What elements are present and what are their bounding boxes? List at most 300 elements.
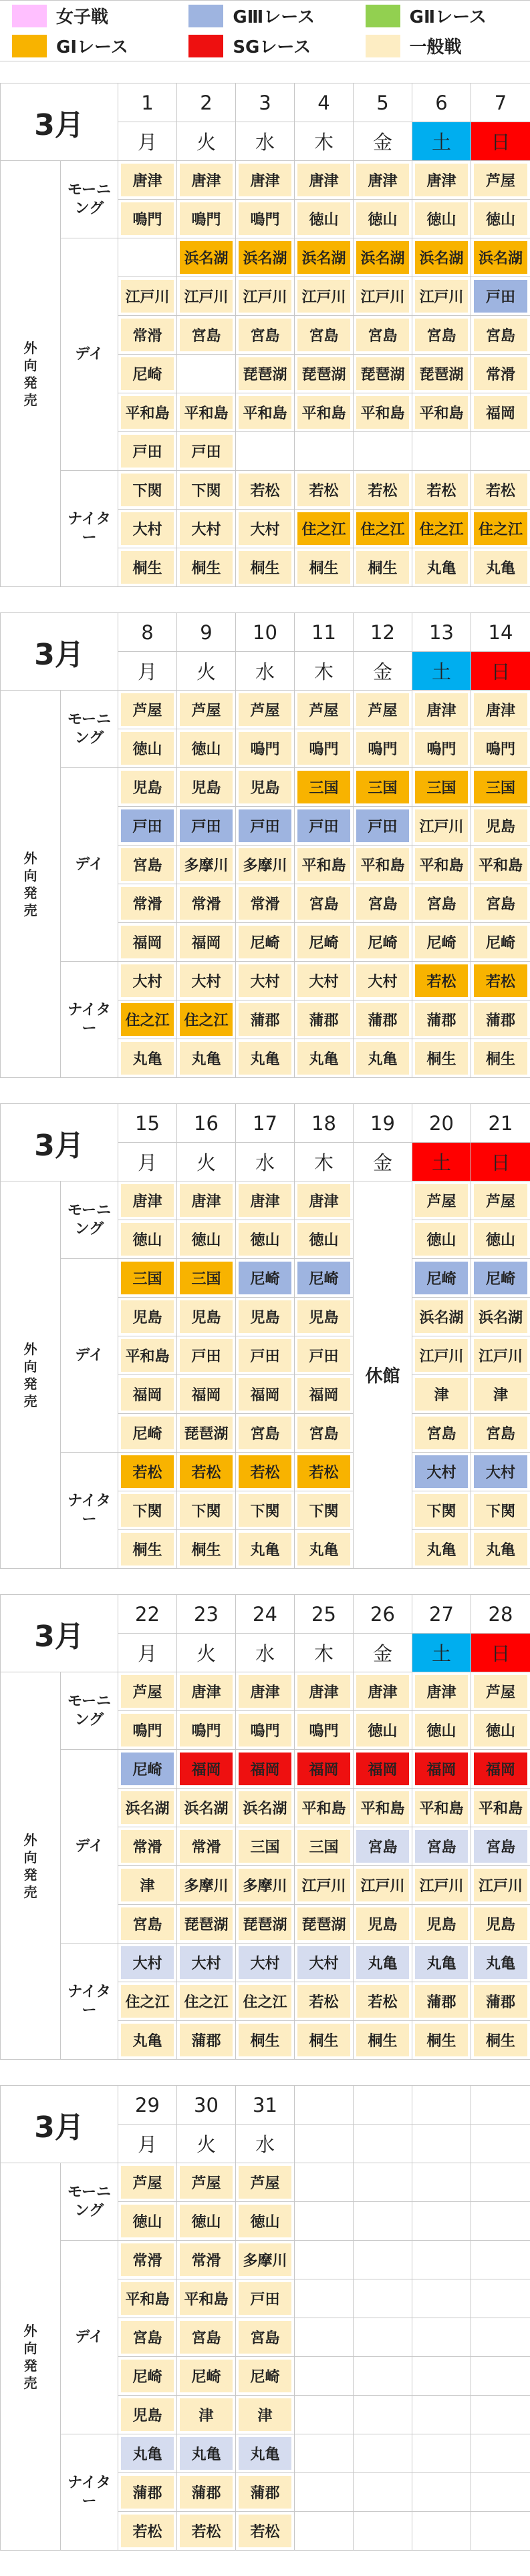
race-venue[interactable]: 常滑	[118, 316, 176, 354]
race-venue[interactable]: 常滑	[118, 884, 176, 922]
race-venue[interactable]: 桐生	[412, 2021, 471, 2059]
race-venue[interactable]: 徳山	[177, 2202, 235, 2240]
race-venue[interactable]: 琵琶湖	[236, 355, 294, 393]
race-venue[interactable]: 平和島	[118, 2279, 176, 2318]
race-venue[interactable]: 芦屋	[471, 1181, 530, 1220]
race-venue[interactable]: 蒲郡	[471, 1000, 530, 1039]
race-venue[interactable]: 住之江	[118, 1982, 176, 2020]
race-venue[interactable]: 福岡	[236, 1750, 294, 1788]
race-venue[interactable]: 丸亀	[471, 548, 530, 586]
race-venue[interactable]: 鳴門	[177, 1711, 235, 1749]
race-venue[interactable]: 琵琶湖	[354, 355, 412, 393]
race-venue[interactable]: 鳴門	[412, 729, 471, 767]
race-venue[interactable]: 丸亀	[295, 1039, 353, 1077]
race-venue[interactable]: 常滑	[236, 884, 294, 922]
race-venue[interactable]: 下関	[118, 471, 176, 509]
race-venue[interactable]: 鳴門	[236, 729, 294, 767]
race-venue[interactable]: 大村	[236, 1944, 294, 1982]
race-venue[interactable]: 住之江	[295, 510, 353, 548]
race-venue[interactable]: 桐生	[118, 1530, 176, 1568]
race-venue[interactable]: 平和島	[118, 1336, 176, 1374]
race-venue[interactable]: 福岡	[118, 1375, 176, 1413]
race-venue[interactable]: 平和島	[177, 2279, 235, 2318]
race-venue[interactable]: 大村	[295, 1944, 353, 1982]
race-venue[interactable]: 宮島	[236, 2318, 294, 2356]
race-venue[interactable]: 鳴門	[177, 200, 235, 238]
race-venue[interactable]: 芦屋	[354, 691, 412, 729]
race-venue[interactable]: 尼崎	[118, 1414, 176, 1452]
race-venue[interactable]: 江戸川	[412, 277, 471, 315]
race-venue[interactable]: 下関	[471, 1491, 530, 1529]
race-venue[interactable]: 平和島	[354, 846, 412, 884]
race-venue[interactable]: 丸亀	[118, 2434, 176, 2472]
race-venue[interactable]: 鳴門	[471, 729, 530, 767]
race-venue[interactable]: 浜名湖	[412, 238, 471, 277]
race-venue[interactable]: 若松	[236, 1453, 294, 1491]
race-venue[interactable]: 常滑	[177, 2241, 235, 2279]
race-venue[interactable]: 蒲郡	[295, 1000, 353, 1039]
race-venue[interactable]: 尼崎	[471, 923, 530, 961]
race-venue[interactable]: 桐生	[295, 2021, 353, 2059]
race-venue[interactable]: 大村	[177, 1944, 235, 1982]
race-venue[interactable]: 丸亀	[236, 2434, 294, 2472]
race-venue[interactable]: 桐生	[236, 548, 294, 586]
race-venue[interactable]: 江戸川	[177, 277, 235, 315]
race-venue[interactable]: 尼崎	[236, 923, 294, 961]
race-venue[interactable]: 唐津	[118, 1181, 176, 1220]
race-venue[interactable]: 宮島	[177, 2318, 235, 2356]
race-venue[interactable]: 若松	[118, 1453, 176, 1491]
race-venue[interactable]: 福岡	[354, 1750, 412, 1788]
race-venue[interactable]: 桐生	[295, 548, 353, 586]
race-venue[interactable]: 福岡	[177, 1750, 235, 1788]
race-venue[interactable]: 蒲郡	[236, 1000, 294, 1039]
race-venue[interactable]: 戸田	[236, 1336, 294, 1374]
race-venue[interactable]: 常滑	[177, 884, 235, 922]
race-venue[interactable]: 鳴門	[118, 200, 176, 238]
race-venue[interactable]: 児島	[471, 807, 530, 845]
race-venue[interactable]: 徳山	[295, 1220, 353, 1258]
race-venue[interactable]: 唐津	[236, 1181, 294, 1220]
race-venue[interactable]: 鳴門	[118, 1711, 176, 1749]
race-venue[interactable]: 蒲郡	[118, 2473, 176, 2511]
race-venue[interactable]: 児島	[354, 1905, 412, 1943]
race-venue[interactable]: 平和島	[354, 393, 412, 431]
race-venue[interactable]: 徳山	[295, 200, 353, 238]
race-venue[interactable]: 宮島	[118, 2318, 176, 2356]
race-venue[interactable]: 浜名湖	[471, 238, 530, 277]
race-venue[interactable]: 丸亀	[118, 1039, 176, 1077]
race-venue[interactable]: 常滑	[471, 355, 530, 393]
race-venue[interactable]: 宮島	[471, 1827, 530, 1865]
race-venue[interactable]: 戸田	[177, 807, 235, 845]
race-venue[interactable]: 丸亀	[177, 1039, 235, 1077]
race-venue[interactable]: 三国	[471, 768, 530, 806]
race-venue[interactable]: 鳴門	[354, 729, 412, 767]
race-venue[interactable]: 大村	[118, 962, 176, 1000]
race-venue[interactable]: 桐生	[236, 2021, 294, 2059]
race-venue[interactable]: 桐生	[354, 548, 412, 586]
race-venue[interactable]: 桐生	[118, 548, 176, 586]
race-venue[interactable]: 桐生	[177, 1530, 235, 1568]
race-venue[interactable]: 三国	[354, 768, 412, 806]
race-venue[interactable]: 浜名湖	[118, 1789, 176, 1827]
race-venue[interactable]: 平和島	[471, 1789, 530, 1827]
race-venue[interactable]: 大村	[412, 1453, 471, 1491]
race-venue[interactable]: 尼崎	[412, 1259, 471, 1297]
race-venue[interactable]: 福岡	[471, 393, 530, 431]
race-venue[interactable]: 唐津	[295, 161, 353, 199]
race-venue[interactable]: 児島	[118, 768, 176, 806]
race-venue[interactable]: 丸亀	[412, 548, 471, 586]
race-venue[interactable]: 宮島	[471, 316, 530, 354]
race-venue[interactable]: 徳山	[177, 1220, 235, 1258]
race-venue[interactable]: 戸田	[177, 1336, 235, 1374]
race-venue[interactable]: 桐生	[177, 548, 235, 586]
race-venue[interactable]: 戸田	[118, 432, 176, 470]
race-venue[interactable]: 若松	[295, 1453, 353, 1491]
race-venue[interactable]: 丸亀	[177, 2434, 235, 2472]
race-venue[interactable]: 若松	[471, 962, 530, 1000]
race-venue[interactable]: 三国	[412, 768, 471, 806]
race-venue[interactable]: 徳山	[177, 729, 235, 767]
race-venue[interactable]: 住之江	[236, 1982, 294, 2020]
race-venue[interactable]: 大村	[295, 962, 353, 1000]
race-venue[interactable]: 津	[177, 2396, 235, 2434]
race-venue[interactable]: 若松	[177, 2512, 235, 2550]
race-venue[interactable]: 宮島	[471, 1414, 530, 1452]
race-venue[interactable]: 若松	[295, 1982, 353, 2020]
race-venue[interactable]: 浜名湖	[177, 238, 235, 277]
race-venue[interactable]: 福岡	[177, 1375, 235, 1413]
race-venue[interactable]: 芦屋	[236, 691, 294, 729]
race-venue[interactable]: 下関	[177, 1491, 235, 1529]
race-venue[interactable]: 江戸川	[295, 277, 353, 315]
race-venue[interactable]: 住之江	[177, 1000, 235, 1039]
race-venue[interactable]: 蒲郡	[177, 2021, 235, 2059]
race-venue[interactable]: 若松	[471, 471, 530, 509]
race-venue[interactable]: 宮島	[177, 316, 235, 354]
race-venue[interactable]: 平和島	[295, 846, 353, 884]
race-venue[interactable]: 尼崎	[118, 355, 176, 393]
race-venue[interactable]: 児島	[118, 1298, 176, 1336]
race-venue[interactable]: 琵琶湖	[295, 355, 353, 393]
race-venue[interactable]: 多摩川	[177, 1866, 235, 1904]
race-venue[interactable]: 多摩川	[177, 846, 235, 884]
race-venue[interactable]: 尼崎	[412, 923, 471, 961]
race-venue[interactable]: 下関	[118, 1491, 176, 1529]
race-venue[interactable]: 津	[412, 1375, 471, 1413]
race-venue[interactable]: 江戸川	[295, 1866, 353, 1904]
race-venue[interactable]: 大村	[354, 962, 412, 1000]
race-venue[interactable]: 常滑	[118, 1827, 176, 1865]
race-venue[interactable]: 蒲郡	[177, 2473, 235, 2511]
race-venue[interactable]: 尼崎	[118, 1750, 176, 1788]
race-venue[interactable]: 丸亀	[295, 1530, 353, 1568]
race-venue[interactable]: 徳山	[236, 1220, 294, 1258]
race-venue[interactable]: 下関	[412, 1491, 471, 1529]
race-venue[interactable]: 丸亀	[236, 1530, 294, 1568]
race-venue[interactable]: 大村	[177, 510, 235, 548]
race-venue[interactable]: 宮島	[412, 316, 471, 354]
race-venue[interactable]: 唐津	[177, 1181, 235, 1220]
race-venue[interactable]: 唐津	[118, 161, 176, 199]
race-venue[interactable]: 江戸川	[236, 277, 294, 315]
race-venue[interactable]: 徳山	[412, 1711, 471, 1749]
race-venue[interactable]: 戸田	[295, 1336, 353, 1374]
race-venue[interactable]: 若松	[354, 471, 412, 509]
race-venue[interactable]: 唐津	[236, 1672, 294, 1710]
race-venue[interactable]: 福岡	[177, 923, 235, 961]
race-venue[interactable]: 住之江	[118, 1000, 176, 1039]
race-venue[interactable]: 下関	[177, 471, 235, 509]
race-venue[interactable]: 蒲郡	[236, 2473, 294, 2511]
race-venue[interactable]: 平和島	[295, 1789, 353, 1827]
race-venue[interactable]: 徳山	[354, 200, 412, 238]
race-venue[interactable]: 宮島	[295, 884, 353, 922]
race-venue[interactable]: 大村	[236, 510, 294, 548]
race-venue[interactable]: 津	[118, 1866, 176, 1904]
race-venue[interactable]: 徳山	[354, 1711, 412, 1749]
race-venue[interactable]: 下関	[236, 1491, 294, 1529]
race-venue[interactable]: 唐津	[412, 691, 471, 729]
race-venue[interactable]: 平和島	[471, 846, 530, 884]
race-venue[interactable]: 唐津	[295, 1672, 353, 1710]
race-venue[interactable]: 平和島	[354, 1789, 412, 1827]
race-venue[interactable]: 平和島	[412, 846, 471, 884]
race-venue[interactable]: 浜名湖	[295, 238, 353, 277]
race-venue[interactable]: 唐津	[177, 1672, 235, 1710]
race-venue[interactable]: 浜名湖	[177, 1789, 235, 1827]
race-venue[interactable]: 若松	[236, 471, 294, 509]
race-venue[interactable]: 児島	[118, 2396, 176, 2434]
race-venue[interactable]: 常滑	[118, 2241, 176, 2279]
race-venue[interactable]: 若松	[412, 962, 471, 1000]
race-venue[interactable]: 住之江	[354, 510, 412, 548]
race-venue[interactable]: 三国	[236, 1827, 294, 1865]
race-venue[interactable]: 徳山	[118, 1220, 176, 1258]
race-venue[interactable]: 鳴門	[236, 1711, 294, 1749]
race-venue[interactable]: 住之江	[471, 510, 530, 548]
race-venue[interactable]: 若松	[118, 2512, 176, 2550]
race-venue[interactable]: 住之江	[177, 1982, 235, 2020]
race-venue[interactable]: 江戸川	[471, 1866, 530, 1904]
race-venue[interactable]: 多摩川	[236, 1866, 294, 1904]
race-venue[interactable]: 琵琶湖	[412, 355, 471, 393]
race-venue[interactable]: 江戸川	[471, 1336, 530, 1374]
race-venue[interactable]: 大村	[177, 962, 235, 1000]
race-venue[interactable]: 鳴門	[236, 200, 294, 238]
race-venue[interactable]: 尼崎	[236, 2357, 294, 2395]
race-venue[interactable]: 唐津	[354, 1672, 412, 1710]
race-venue[interactable]: 江戸川	[412, 1336, 471, 1374]
race-venue[interactable]: 多摩川	[236, 2241, 294, 2279]
race-venue[interactable]: 芦屋	[177, 691, 235, 729]
race-venue[interactable]: 津	[471, 1375, 530, 1413]
race-venue[interactable]: 徳山	[236, 2202, 294, 2240]
race-venue[interactable]: 尼崎	[295, 1259, 353, 1297]
race-venue[interactable]: 桐生	[471, 1039, 530, 1077]
race-venue[interactable]: 宮島	[118, 846, 176, 884]
race-venue[interactable]: 唐津	[295, 1181, 353, 1220]
race-venue[interactable]: 琵琶湖	[177, 1905, 235, 1943]
race-venue[interactable]: 津	[236, 2396, 294, 2434]
race-venue[interactable]: 琵琶湖	[236, 1905, 294, 1943]
race-venue[interactable]: 唐津	[177, 161, 235, 199]
race-venue[interactable]: 宮島	[412, 1827, 471, 1865]
race-venue[interactable]: 戸田	[471, 277, 530, 315]
race-venue[interactable]: 宮島	[295, 316, 353, 354]
race-venue[interactable]: 常滑	[177, 1827, 235, 1865]
race-venue[interactable]: 福岡	[295, 1375, 353, 1413]
race-venue[interactable]: 児島	[236, 1298, 294, 1336]
race-venue[interactable]: 徳山	[412, 200, 471, 238]
race-venue[interactable]: 芦屋	[118, 1672, 176, 1710]
race-venue[interactable]: 鳴門	[295, 729, 353, 767]
race-venue[interactable]: 宮島	[354, 884, 412, 922]
race-venue[interactable]: 福岡	[471, 1750, 530, 1788]
race-venue[interactable]: 大村	[471, 1453, 530, 1491]
race-venue[interactable]: 住之江	[412, 510, 471, 548]
race-venue[interactable]: 大村	[236, 962, 294, 1000]
race-venue[interactable]: 徳山	[471, 200, 530, 238]
race-venue[interactable]: 宮島	[236, 316, 294, 354]
race-venue[interactable]: 児島	[471, 1905, 530, 1943]
race-venue[interactable]: 戸田	[236, 807, 294, 845]
race-venue[interactable]: 徳山	[471, 1711, 530, 1749]
race-venue[interactable]: 戸田	[177, 432, 235, 470]
race-venue[interactable]: 浜名湖	[236, 238, 294, 277]
race-venue[interactable]: 宮島	[471, 884, 530, 922]
race-venue[interactable]: 戸田	[295, 807, 353, 845]
race-venue[interactable]: 尼崎	[354, 923, 412, 961]
race-venue[interactable]: 鳴門	[295, 1711, 353, 1749]
race-venue[interactable]: 丸亀	[471, 1530, 530, 1568]
race-venue[interactable]: 若松	[295, 471, 353, 509]
race-venue[interactable]: 宮島	[354, 1827, 412, 1865]
race-venue[interactable]: 丸亀	[236, 1039, 294, 1077]
race-venue[interactable]: 三国	[295, 1827, 353, 1865]
race-venue[interactable]: 若松	[412, 471, 471, 509]
race-venue[interactable]: 若松	[354, 1982, 412, 2020]
race-venue[interactable]: 徳山	[412, 1220, 471, 1258]
race-venue[interactable]: 丸亀	[354, 1039, 412, 1077]
race-venue[interactable]: 宮島	[295, 1414, 353, 1452]
race-venue[interactable]: 福岡	[295, 1750, 353, 1788]
race-venue[interactable]: 平和島	[412, 393, 471, 431]
race-venue[interactable]: 若松	[236, 2512, 294, 2550]
race-venue[interactable]: 児島	[177, 1298, 235, 1336]
race-venue[interactable]: 三国	[177, 1259, 235, 1297]
race-venue[interactable]: 尼崎	[236, 1259, 294, 1297]
race-venue[interactable]: 福岡	[236, 1375, 294, 1413]
race-venue[interactable]: 尼崎	[118, 2357, 176, 2395]
race-venue[interactable]: 児島	[236, 768, 294, 806]
race-venue[interactable]: 浜名湖	[471, 1298, 530, 1336]
race-venue[interactable]: 丸亀	[412, 1944, 471, 1982]
race-venue[interactable]: 蒲郡	[412, 1000, 471, 1039]
race-venue[interactable]: 琵琶湖	[295, 1905, 353, 1943]
race-venue[interactable]: 唐津	[412, 1672, 471, 1710]
race-venue[interactable]: 唐津	[471, 691, 530, 729]
race-venue[interactable]: 大村	[118, 1944, 176, 1982]
race-venue[interactable]: 福岡	[412, 1750, 471, 1788]
race-venue[interactable]: 江戸川	[412, 807, 471, 845]
race-venue[interactable]: 三国	[118, 1259, 176, 1297]
race-venue[interactable]: 江戸川	[354, 1866, 412, 1904]
race-venue[interactable]: 蒲郡	[354, 1000, 412, 1039]
race-venue[interactable]: 平和島	[412, 1789, 471, 1827]
race-venue[interactable]: 浜名湖	[354, 238, 412, 277]
race-venue[interactable]: 浜名湖	[412, 1298, 471, 1336]
race-venue[interactable]: 芦屋	[295, 691, 353, 729]
race-venue[interactable]: 唐津	[354, 161, 412, 199]
race-venue[interactable]: 平和島	[177, 393, 235, 431]
race-venue[interactable]: 丸亀	[412, 1530, 471, 1568]
race-venue[interactable]: 児島	[412, 1905, 471, 1943]
race-venue[interactable]: 児島	[295, 1298, 353, 1336]
race-venue[interactable]: 丸亀	[471, 1944, 530, 1982]
race-venue[interactable]: 尼崎	[295, 923, 353, 961]
race-venue[interactable]: 戸田	[118, 807, 176, 845]
race-venue[interactable]: 若松	[177, 1453, 235, 1491]
race-venue[interactable]: 江戸川	[354, 277, 412, 315]
race-venue[interactable]: 宮島	[354, 316, 412, 354]
race-venue[interactable]: 尼崎	[471, 1259, 530, 1297]
race-venue[interactable]: 芦屋	[236, 2163, 294, 2201]
race-venue[interactable]: 蒲郡	[471, 1982, 530, 2020]
race-venue[interactable]: 平和島	[118, 393, 176, 431]
race-venue[interactable]: 唐津	[236, 161, 294, 199]
race-venue[interactable]: 芦屋	[471, 1672, 530, 1710]
race-venue[interactable]: 徳山	[471, 1220, 530, 1258]
race-venue[interactable]: 平和島	[236, 393, 294, 431]
race-venue[interactable]: 桐生	[354, 2021, 412, 2059]
race-venue[interactable]: 桐生	[412, 1039, 471, 1077]
race-venue[interactable]: 丸亀	[354, 1944, 412, 1982]
race-venue[interactable]: 戸田	[236, 2279, 294, 2318]
race-venue[interactable]: 桐生	[471, 2021, 530, 2059]
race-venue[interactable]: 江戸川	[412, 1866, 471, 1904]
race-venue[interactable]: 浜名湖	[236, 1789, 294, 1827]
race-venue[interactable]: 丸亀	[118, 2021, 176, 2059]
race-venue[interactable]: 琵琶湖	[177, 1414, 235, 1452]
race-venue[interactable]: 児島	[177, 768, 235, 806]
race-venue[interactable]: 唐津	[412, 161, 471, 199]
race-venue[interactable]: 芦屋	[412, 1181, 471, 1220]
race-venue[interactable]: 戸田	[354, 807, 412, 845]
race-venue[interactable]: 平和島	[295, 393, 353, 431]
race-venue[interactable]: 蒲郡	[412, 1982, 471, 2020]
race-venue[interactable]: 芦屋	[118, 691, 176, 729]
race-venue[interactable]: 下関	[295, 1491, 353, 1529]
race-venue[interactable]: 大村	[118, 510, 176, 548]
race-venue[interactable]: 徳山	[118, 729, 176, 767]
race-venue[interactable]: 宮島	[236, 1414, 294, 1452]
race-venue[interactable]: 三国	[295, 768, 353, 806]
race-venue[interactable]: 多摩川	[236, 846, 294, 884]
race-venue[interactable]: 芦屋	[118, 2163, 176, 2201]
race-venue[interactable]: 芦屋	[471, 161, 530, 199]
race-venue[interactable]: 宮島	[412, 884, 471, 922]
race-venue[interactable]: 尼崎	[177, 2357, 235, 2395]
race-venue[interactable]: 江戸川	[118, 277, 176, 315]
race-venue[interactable]: 福岡	[118, 923, 176, 961]
race-venue[interactable]: 徳山	[118, 2202, 176, 2240]
race-venue[interactable]: 芦屋	[177, 2163, 235, 2201]
race-venue[interactable]: 宮島	[118, 1905, 176, 1943]
race-venue[interactable]: 宮島	[412, 1414, 471, 1452]
